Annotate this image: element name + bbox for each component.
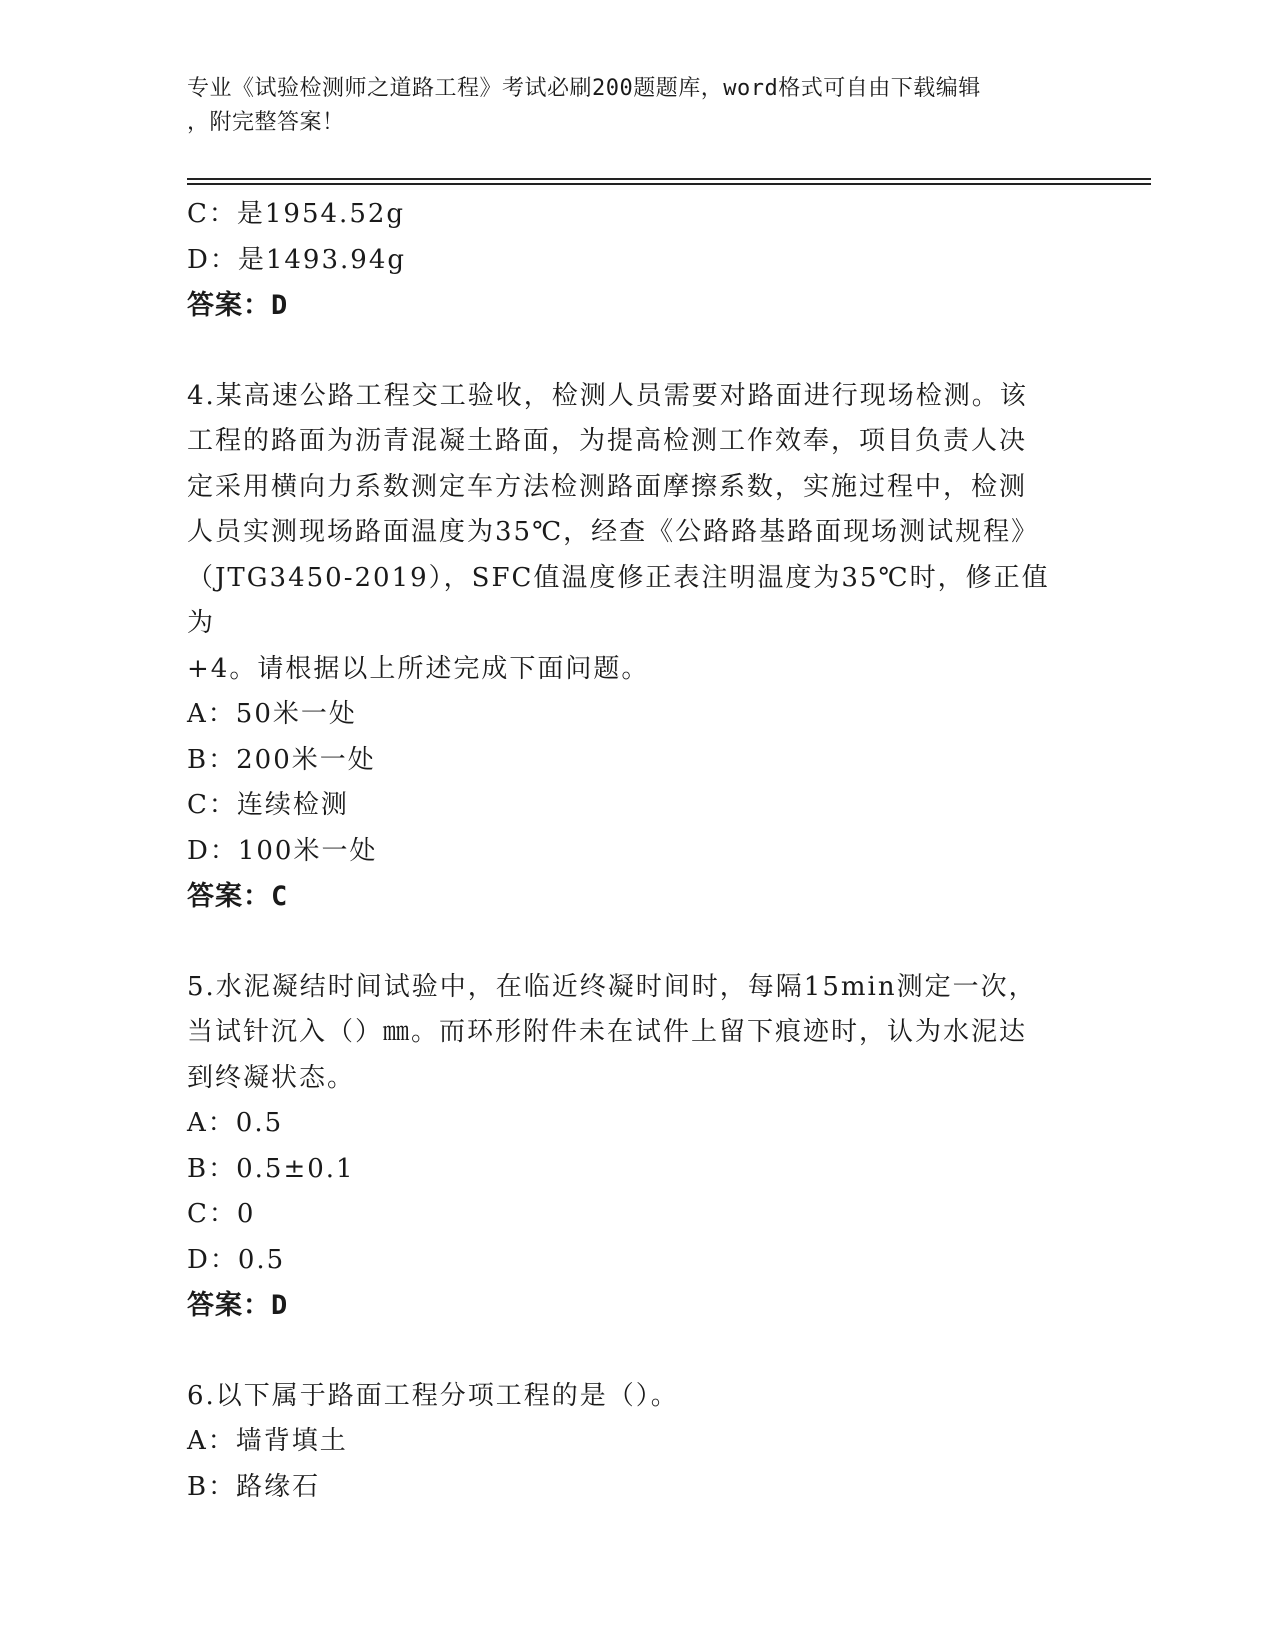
question-content bbox=[187, 192, 1067, 1510]
option-a: A：墙背填土 bbox=[187, 1426, 348, 1456]
question-4 bbox=[187, 374, 1067, 920]
answer-line: 答案：D bbox=[187, 1290, 289, 1321]
header-divider-top bbox=[187, 178, 1151, 180]
option-d: D：是1493.94g bbox=[187, 244, 407, 275]
question-6 bbox=[187, 1374, 1067, 1511]
option-d: D：0.5 bbox=[187, 1244, 286, 1275]
stem-line: 4.某高速公路工程交工验收，检测人员需要对路面进行现场检测。该 bbox=[187, 380, 1028, 411]
option-b: B：路缘石 bbox=[187, 1471, 321, 1502]
option-c: C：连续检测 bbox=[187, 790, 349, 820]
header-line-1: 专业《试验检测师之道路工程》考试必刷200题题库，word格式可自由下载编辑 bbox=[187, 76, 981, 101]
question-4-stem bbox=[187, 374, 1067, 693]
stem-line: 5.水泥凝结时间试验中，在临近终凝时间时，每隔15min测定一次， bbox=[187, 971, 1037, 1002]
answer-line: 答案：C bbox=[187, 881, 289, 912]
header-line-2: ，附完整答案！ bbox=[187, 110, 345, 135]
option-c: C：是1954.52g bbox=[187, 199, 406, 229]
option-d: D：100米一处 bbox=[187, 835, 378, 866]
option-a: A：50米一处 bbox=[187, 699, 357, 729]
option-a: A：0.5 bbox=[187, 1108, 284, 1138]
option-b: B：0.5±0.1 bbox=[187, 1153, 355, 1184]
header-divider-bottom bbox=[187, 183, 1151, 185]
question-5-stem bbox=[187, 965, 1067, 1102]
option-b: B：200米一处 bbox=[187, 744, 376, 775]
stem-line: +4。请根据以上所述完成下面问题。 bbox=[187, 653, 650, 684]
question-3-tail bbox=[187, 192, 1067, 329]
question-6-stem bbox=[187, 1374, 1067, 1420]
stem-line: 6.以下属于路面工程分项工程的是（）。 bbox=[187, 1380, 679, 1411]
stem-line: 定采用横向力系数测定车方法检测路面摩擦系数，实施过程中，检测 bbox=[187, 471, 1028, 502]
spacer bbox=[187, 1329, 1067, 1374]
stem-line: 人员实测现场路面温度为35℃，经查《公路路基路面现场测试规程》 bbox=[187, 517, 1040, 547]
document-header bbox=[187, 72, 1067, 140]
question-5 bbox=[187, 965, 1067, 1329]
answer-line: 答案：D bbox=[187, 290, 289, 321]
stem-line: （JTG3450-2019），SFC值温度修正表注明温度为35℃时，修正值为 bbox=[187, 562, 1050, 638]
stem-line: 到终凝状态。 bbox=[187, 1062, 356, 1093]
spacer bbox=[187, 920, 1067, 965]
spacer bbox=[187, 329, 1067, 374]
stem-line: 当试针沉入（）㎜。而环形附件未在试件上留下痕迹时，认为水泥达 bbox=[187, 1017, 1028, 1047]
option-c: C：0 bbox=[187, 1199, 256, 1229]
stem-line: 工程的路面为沥青混凝土路面，为提高检测工作效奉，项目负责人决 bbox=[187, 426, 1028, 456]
